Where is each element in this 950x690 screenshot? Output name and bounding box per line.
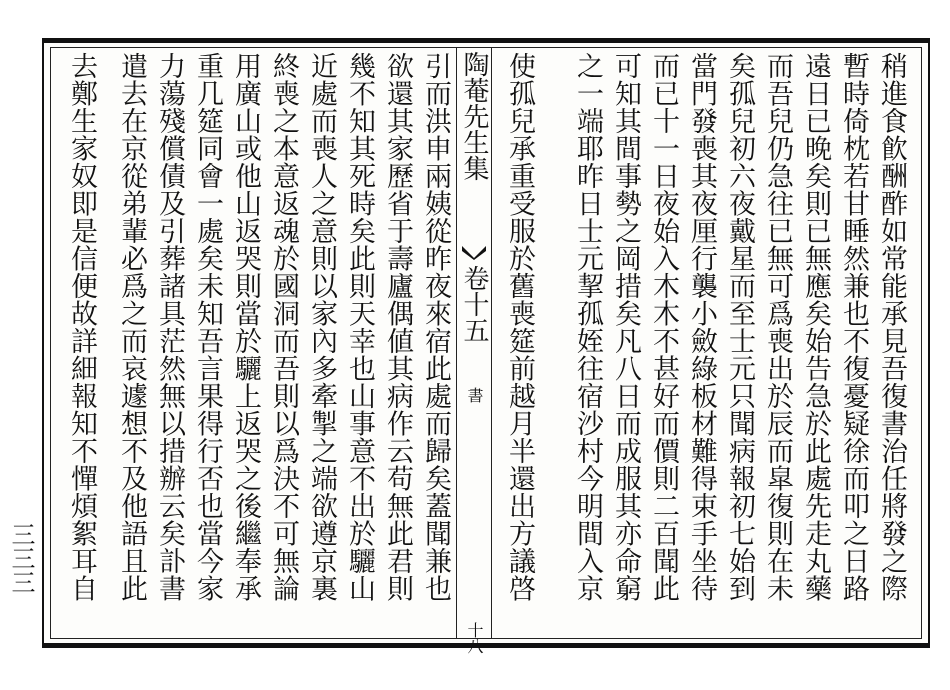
text-column-r5: 矣孤兒初六夜戴星而至士元只聞病報初七始到 <box>724 52 755 602</box>
text-column-l10: 去鄭生家奴即是信便故詳細報知不憚煩絮耳自 <box>66 52 97 602</box>
text-column-r7: 而已十一日夜始入木木不甚好而價則二百聞此 <box>648 52 679 602</box>
text-column-l3: 幾不知其死時矣此則天幸也山事意不出於驪山 <box>344 52 375 602</box>
text-column-r1: 稍進食飮酬酢如常能承見吾復書治任將發之際 <box>876 52 907 602</box>
text-column-r9: 之一端耶昨日士元挈孤姪往宿沙村今明間入京 <box>572 52 603 602</box>
text-column-r8: 可知其間事勢之岡措矣凡八日而成服其亦命窮 <box>610 52 641 602</box>
text-column-l6: 用廣山或他山返哭則當於驪上返哭之後繼奉承 <box>230 52 261 602</box>
text-column-l2: 欲還其家歷省于壽廬偶値其病作云苟無此君則 <box>382 52 413 602</box>
text-column-l8: 力蕩殘償債及引葬諸具茫然無以措辦云矣訃書 <box>154 52 185 602</box>
text-column-l1: 引而洪申兩姨從昨夜來宿此處而歸矣蓋聞兼也 <box>420 52 451 602</box>
text-column-l5: 終喪之本意返魂於國洞而吾則以爲決不可無論 <box>268 52 299 602</box>
text-column-r2: 暫時倚枕若甘睡然兼也不復憂疑徐而叩之日路 <box>838 52 869 602</box>
text-column-l4: 近處而喪人之意則以家內多牽掣之端欲遵京裏 <box>306 52 337 602</box>
book-title: 陶菴先生集 <box>459 51 489 181</box>
margin-page-number: 三三三 <box>7 522 35 594</box>
fishtail-mark-icon <box>461 245 487 261</box>
text-column-r10: 使孤兒承重受服於舊喪筵前越月半還出方議啓 <box>504 52 535 602</box>
text-column-r6: 當門發喪其夜厘行襲小斂綠板材難得束手坐待 <box>686 52 717 602</box>
category-label: 書 <box>465 387 484 403</box>
center-gutter <box>456 47 492 654</box>
text-column-r3: 遠日已晚矣則已無應矣始告急於此處先走丸藥 <box>800 52 831 602</box>
text-column-l7: 重几筵同會一處矣未知吾言果得行否也當今家 <box>192 52 223 602</box>
leaf-number: 十八 <box>465 622 484 654</box>
text-column-l9: 遣去在京從弟輩必爲之而哀遽想不及他語且此 <box>116 52 147 602</box>
text-column-r4: 而吾兒仍急往已無可爲喪出於辰而皐復則在未 <box>762 52 793 602</box>
volume-label: 卷十五 <box>459 265 489 343</box>
